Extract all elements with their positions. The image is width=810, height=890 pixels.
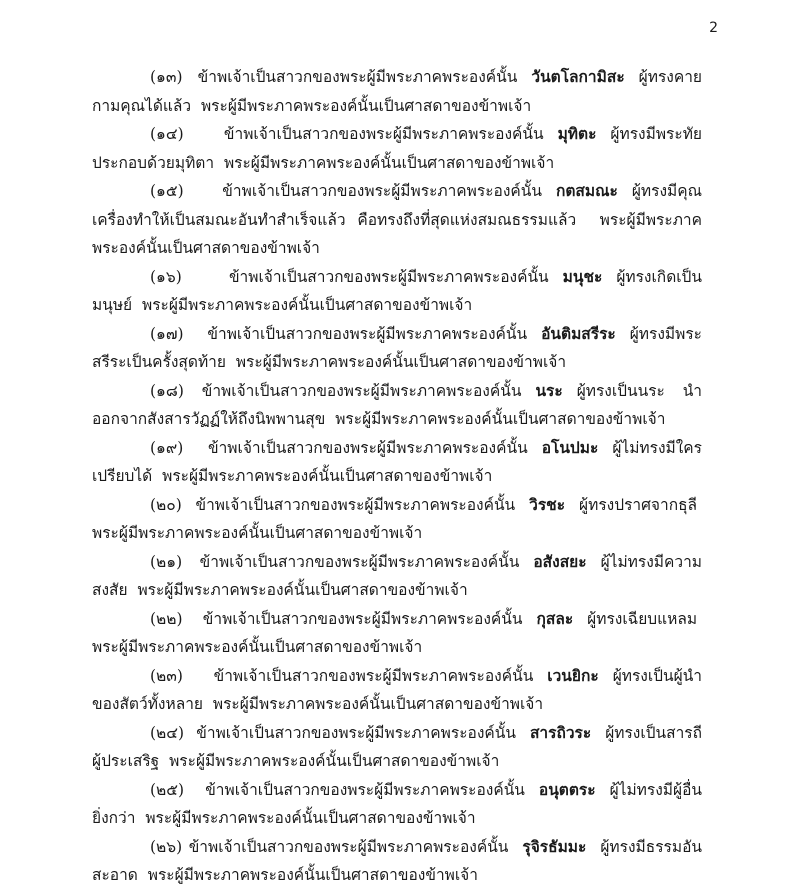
paragraph-number: (๑๗) xyxy=(150,324,184,343)
paragraph xyxy=(92,776,702,833)
paragraph-tail: พระผู้มีพระภาคพระองค์นั้นเป็นศาสดาของข้าพเจ้า xyxy=(200,96,532,115)
paragraph xyxy=(92,548,702,605)
paragraph xyxy=(92,63,702,120)
paragraph-number: (๑๕) xyxy=(150,182,184,200)
paragraph xyxy=(92,605,702,662)
paragraph xyxy=(92,120,702,177)
epithet-description: ผู้ทรงคายกามคุณได้แล้ว xyxy=(92,68,702,115)
paragraph-number: (๒๕) xyxy=(150,780,185,799)
paragraph-number: (๒๐) xyxy=(150,495,182,514)
epithet-description: ผู้ทรงปราศจากธุลี xyxy=(579,495,698,514)
paragraph-tail: พระผู้มีพระภาคพระองค์นั้นเป็นศาสดาของข้าพเจ้า xyxy=(92,210,702,257)
paragraph-number: (๑๘) xyxy=(150,381,184,400)
paragraph-lead: ข้าพเจ้าเป็นสาวกของพระผู้มีพระภาคพระองค์นั้น xyxy=(188,837,509,856)
paragraph xyxy=(92,177,702,263)
epithet-name: เวนยิกะ xyxy=(547,665,599,685)
paragraph xyxy=(92,263,702,320)
paragraph-tail: พระผู้มีพระภาคพระองค์นั้นเป็นศาสดาของข้าพเจ้า xyxy=(147,866,478,884)
paragraph xyxy=(92,434,702,491)
paragraph-lead: ข้าพเจ้าเป็นสาวกของพระผู้มีพระภาคพระองค์นั้น xyxy=(199,552,520,571)
epithet-description: ผู้ไม่ทรงมีความสงสัย xyxy=(92,552,702,599)
paragraph xyxy=(92,491,702,548)
epithet-description: ผู้ทรงเกิดเป็นมนุษย์ xyxy=(92,267,702,314)
epithet-name: อนุตตระ xyxy=(538,779,596,799)
paragraph-tail: พระผู้มีพระภาคพระองค์นั้นเป็นศาสดาของข้าพเจ้า xyxy=(212,695,544,713)
epithet-description: ผู้ทรงมีพระสรีระเป็นครั้งสุดท้าย xyxy=(92,324,702,371)
epithet-name: กุสละ xyxy=(536,608,574,628)
epithet-description: ผู้ทรงมีพระทัยประกอบด้วยมุทิตา xyxy=(92,125,702,172)
epithet-name: อโนปมะ xyxy=(541,437,599,457)
paragraph-tail: พระผู้มีพระภาคพระองค์นั้นเป็นศาสดาของข้าพเจ้า xyxy=(169,752,500,770)
epithet-name: กตสมณะ xyxy=(555,181,618,200)
paragraph-tail: พระผู้มีพระภาคพระองค์นั้นเป็นศาสดาของข้าพเจ้า xyxy=(223,153,555,172)
epithet-name: วันตโลกามิสะ xyxy=(531,67,625,86)
paragraph-lead: ข้าพเจ้าเป็นสาวกของพระผู้มีพระภาคพระองค์นั้น xyxy=(205,780,525,799)
paragraph xyxy=(92,719,702,776)
paragraph-number: (๑๔) xyxy=(150,125,184,143)
paragraph-lead: ข้าพเจ้าเป็นสาวกของพระผู้มีพระภาคพระองค์นั้น xyxy=(223,125,544,143)
epithet-name: อันติมสรีระ xyxy=(541,323,616,343)
epithet-name: วิรชะ xyxy=(529,494,566,514)
paragraph-number: (๑๙) xyxy=(150,438,184,457)
paragraph-tail: พระผู้มีพระภาคพระองค์นั้นเป็นศาสดาของข้าพเจ้า xyxy=(335,410,666,428)
page-number: 2 xyxy=(709,20,718,36)
epithet-description: ผู้ทรงเฉียบแหลม xyxy=(587,609,698,628)
paragraph-lead: ข้าพเจ้าเป็นสาวกของพระผู้มีพระภาคพระองค์นั้น xyxy=(222,182,542,200)
paragraph-number: (๒๑) xyxy=(150,552,183,571)
epithet-description: ผู้ทรงเป็นสารถีผู้ประเสริฐ xyxy=(92,723,702,770)
paragraph-lead: ข้าพเจ้าเป็นสาวกของพระผู้มีพระภาคพระองค์นั้น xyxy=(228,267,549,286)
paragraph-number: (๑๓) xyxy=(150,68,183,86)
paragraph-lead: ข้าพเจ้าเป็นสาวกของพระผู้มีพระภาคพระองค์นั้น xyxy=(202,609,523,628)
paragraph-lead: ข้าพเจ้าเป็นสาวกของพระผู้มีพระภาคพระองค์นั้น xyxy=(208,438,528,457)
paragraph-lead: ข้าพเจ้าเป็นสาวกของพระผู้มีพระภาคพระองค์นั้น xyxy=(201,381,522,400)
epithet-name: มุทิตะ xyxy=(557,124,597,143)
epithet-description: ผู้ทรงเป็นนระ นำออกจากสังสารวัฏฏ์ให้ถึงนิพพานสุข xyxy=(92,381,702,428)
paragraph xyxy=(92,377,702,434)
paragraph-tail: พระผู้มีพระภาคพระองค์นั้นเป็นศาสดาของข้าพเจ้า xyxy=(92,638,423,656)
epithet-name: อสังสยะ xyxy=(533,551,587,571)
epithet-description: ผู้ทรงมีธรรมอันสะอาด xyxy=(92,837,702,884)
paragraph-number: (๑๖) xyxy=(150,267,182,286)
epithet-name: รุจิรธัมมะ xyxy=(522,836,587,856)
paragraph-number: (๒๓) xyxy=(150,666,183,685)
epithet-name: มนุชะ xyxy=(562,266,603,286)
paragraph-lead: ข้าพเจ้าเป็นสาวกของพระผู้มีพระภาคพระองค์นั้น xyxy=(196,723,516,742)
paragraph-number: (๒๖) xyxy=(150,837,183,856)
paragraph xyxy=(92,320,702,377)
paragraph-tail: พระผู้มีพระภาคพระองค์นั้นเป็นศาสดาของข้าพเจ้า xyxy=(141,296,473,314)
paragraph-lead: ข้าพเจ้าเป็นสาวกของพระผู้มีพระภาคพระองค์นั้น xyxy=(207,324,528,343)
paragraph-tail: พระผู้มีพระภาคพระองค์นั้นเป็นศาสดาของข้าพเจ้า xyxy=(137,581,468,599)
paragraph-lead: ข้าพเจ้าเป็นสาวกของพระผู้มีพระภาคพระองค์นั้น xyxy=(197,68,518,86)
paragraph-number: (๒๒) xyxy=(150,609,183,628)
paragraph-number: (๒๔) xyxy=(150,723,185,742)
paragraph-tail: พระผู้มีพระภาคพระองค์นั้นเป็นศาสดาของข้าพเจ้า xyxy=(92,524,423,542)
paragraph-tail: พระผู้มีพระภาคพระองค์นั้นเป็นศาสดาของข้าพเจ้า xyxy=(162,467,493,485)
paragraph-lead: ข้าพเจ้าเป็นสาวกของพระผู้มีพระภาคพระองค์นั้น xyxy=(195,495,516,514)
paragraph-tail: พระผู้มีพระภาคพระองค์นั้นเป็นศาสดาของข้าพเจ้า xyxy=(235,353,567,371)
epithet-description: ผู้ทรงมีคุณเครื่องทำให้เป็นสมณะอันทำสำเร็จแล้ว คือทรงถึงที่สุดแห่งสมณธรรมแล้ว xyxy=(92,182,702,229)
epithet-description: ผู้ทรงเป็นผู้นำของสัตว์ทั้งหลาย xyxy=(92,666,702,713)
document-body xyxy=(92,63,702,890)
paragraph-tail: พระผู้มีพระภาคพระองค์นั้นเป็นศาสดาของข้าพเจ้า xyxy=(145,809,476,827)
epithet-name: นระ xyxy=(535,380,563,400)
epithet-name: สารถิวระ xyxy=(529,722,592,742)
epithet-description: ผู้ไม่ทรงมีผู้อื่นยิ่งกว่า xyxy=(92,780,702,827)
epithet-description: ผู้ไม่ทรงมีใครเปรียบได้ xyxy=(92,438,702,485)
paragraph-lead: ข้าพเจ้าเป็นสาวกของพระผู้มีพระภาคพระองค์นั้น xyxy=(213,666,534,685)
paragraph xyxy=(92,662,702,719)
